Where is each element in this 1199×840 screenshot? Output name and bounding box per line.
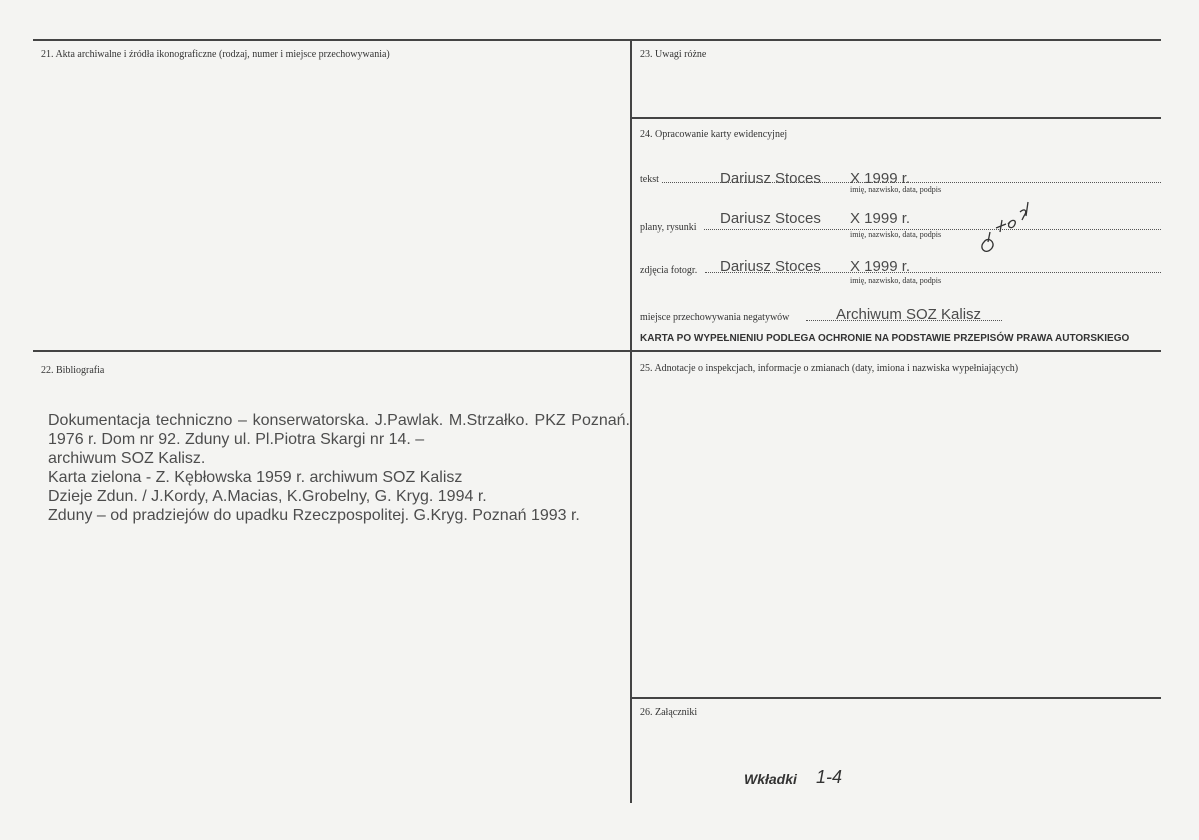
text-label: tekst (640, 174, 659, 185)
photos-label: zdjęcia fotogr. (640, 265, 698, 276)
center-divider (630, 39, 632, 803)
top-rule (33, 39, 1161, 41)
middle-rule (33, 350, 1161, 352)
photos-author-date: X 1999 r. (850, 258, 911, 275)
section-22-title: 22. Bibliografia (41, 365, 105, 376)
plans-author-name: Dariusz Stoces (720, 210, 821, 227)
plans-caption: imię, nazwisko, data, podpis (850, 230, 942, 239)
text-author-name: Dariusz Stoces (720, 170, 821, 187)
copyright-notice: KARTA PO WYPEŁNIENIU PODLEGA OCHRONIE NA PODSTAWIE PRZEPISÓW PRAWA AUTORSKIEGO (640, 333, 1130, 344)
bibliography-entry: Dokumentacja techniczno – konserwatorska. J.Pawlak. M.Strzałko. PKZ Poznań. 1976 r. Dom nr 92. Zduny ul. Pl.Piotra Skargi nr 14. – (48, 412, 630, 448)
section-23-title: 23. Uwagi różne (640, 49, 707, 60)
section-24-title: 24. Opracowanie karty ewidencyjnej (640, 129, 788, 140)
handwritten-signature (976, 198, 1038, 258)
section-26-title: 26. Załączniki (640, 707, 698, 718)
negatives-value: Archiwum SOZ Kalisz (836, 306, 982, 323)
text-author-date: X 1999 r. (850, 170, 911, 187)
section-25-title: 25. Adnotacje o inspekcjach, informacje o zmianach (daty, imiona i nazwiska wypełniających) (640, 363, 1019, 374)
bibliography-entry: Karta zielona - Z. Kębłowska 1959 r. archiwum SOZ Kalisz (48, 469, 463, 486)
bibliography-entry: Dzieje Zdun. / J.Kordy, A.Macias, K.Grobelny, G. Kryg. 1994 r. (48, 488, 487, 505)
plans-author-date: X 1999 r. (850, 210, 911, 227)
text-caption: imię, nazwisko, data, podpis (850, 185, 942, 194)
bibliography-entry: Zduny – od pradziejów do upadku Rzeczpospolitej. G.Kryg. Poznań 1993 r. (48, 507, 580, 524)
section-21-title: 21. Akta archiwalne i źródła ikonograficzne (rodzaj, numer i miejsce przechowywania) (41, 49, 390, 60)
attachments-label: Wkładki (744, 771, 797, 787)
negatives-label: miejsce przechowywania negatywów (640, 312, 790, 323)
photos-caption: imię, nazwisko, data, podpis (850, 276, 942, 285)
rule-23-24 (630, 117, 1161, 119)
attachments-range: 1-4 (816, 767, 843, 787)
bibliography-entry-continuation: archiwum SOZ Kalisz. (48, 450, 206, 467)
plans-label: plany, rysunki (640, 222, 697, 233)
rule-25-26 (630, 697, 1161, 699)
bibliography-list (48, 411, 630, 525)
photos-author-name: Dariusz Stoces (720, 258, 821, 275)
